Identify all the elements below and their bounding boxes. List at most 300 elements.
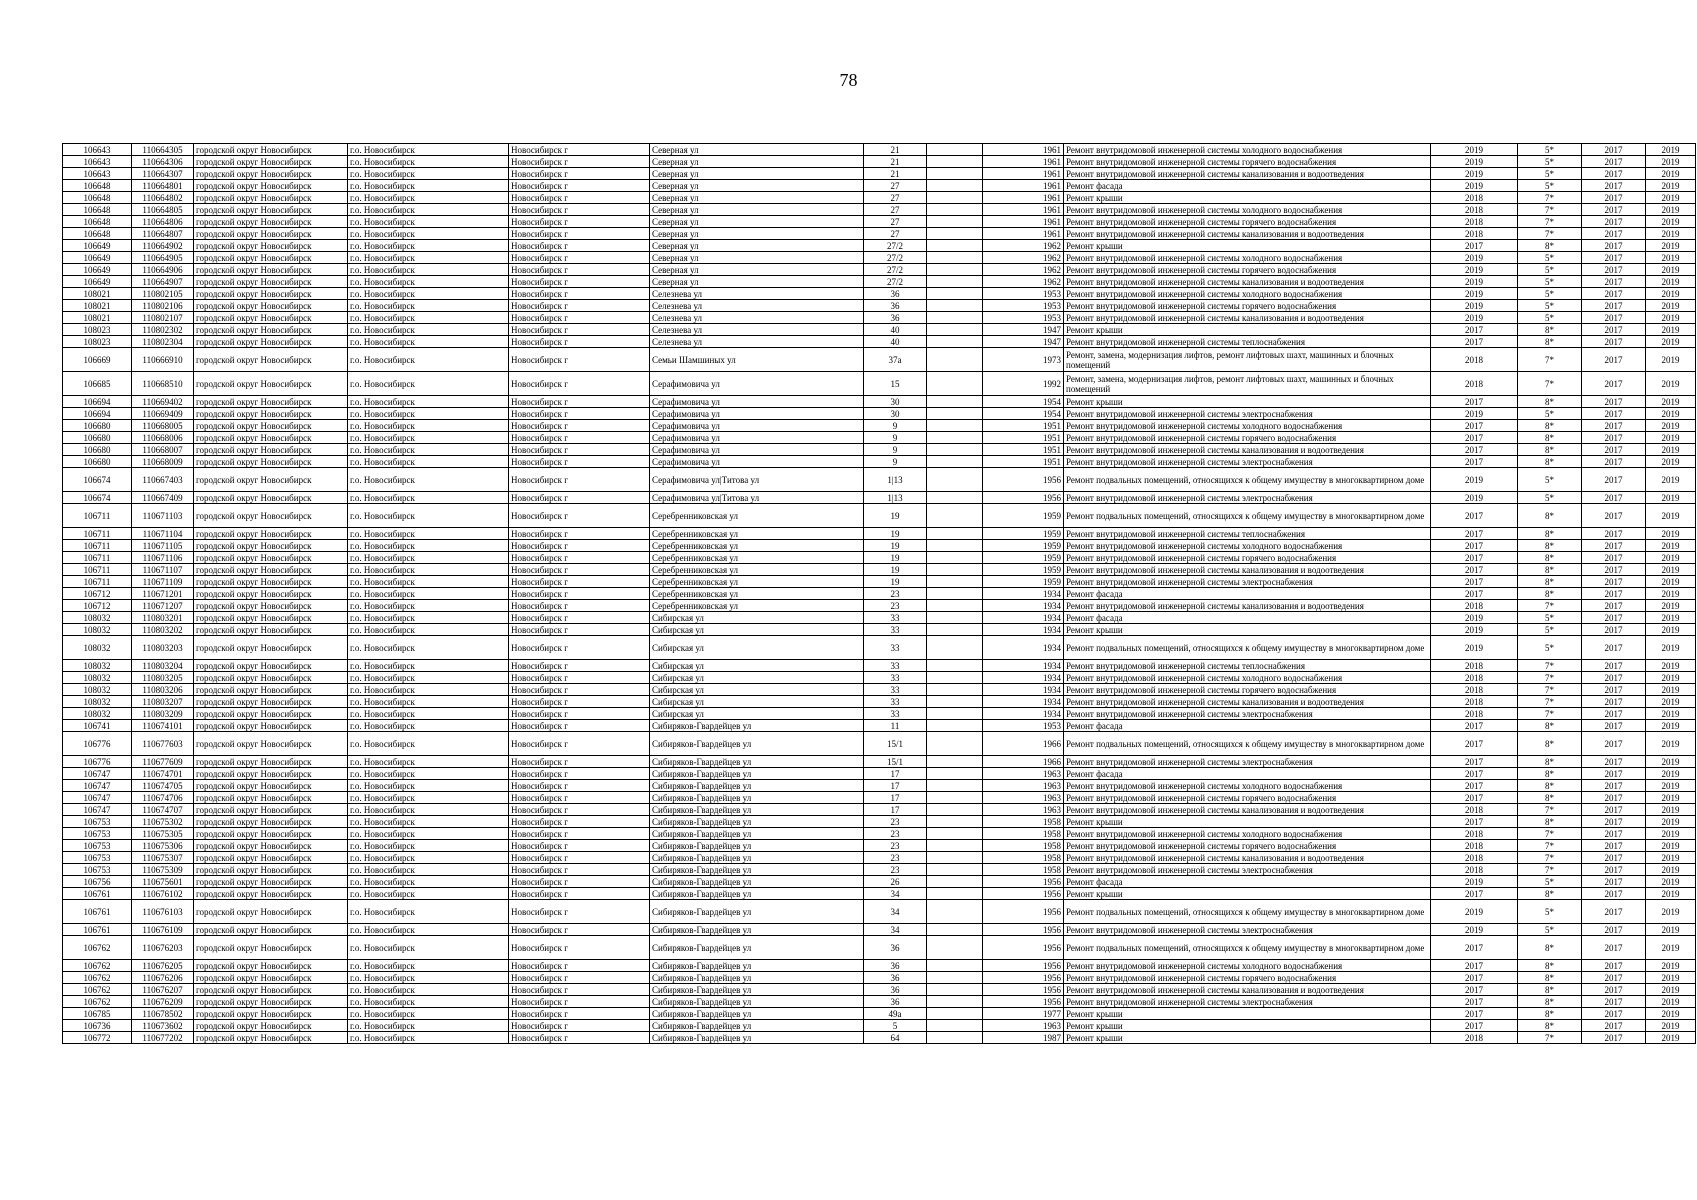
cell-house-number: 36 bbox=[864, 936, 927, 960]
cell-municipal-entity: г.о. Новосибирск bbox=[348, 540, 509, 552]
cell-period-start: 2017 bbox=[1582, 228, 1646, 240]
cell-locality: Новосибирск г bbox=[509, 276, 650, 288]
cell-municipal-entity: г.о. Новосибирск bbox=[348, 1020, 509, 1032]
cell-house-number: 19 bbox=[864, 564, 927, 576]
table-row bbox=[63, 684, 1696, 696]
cell-period-end: 2019 bbox=[1646, 756, 1696, 768]
cell-locality: Новосибирск г bbox=[509, 768, 650, 780]
cell-work-id: 110668009 bbox=[132, 456, 194, 468]
cell-house-id: 108032 bbox=[63, 696, 132, 708]
cell-house-number: 23 bbox=[864, 588, 927, 600]
cell-period-end: 2019 bbox=[1646, 840, 1696, 852]
cell-locality: Новосибирск г bbox=[509, 876, 650, 888]
cell-work-type: Ремонт подвальных помещений, относящихся к общему имуществу в многоквартирном доме bbox=[1064, 936, 1431, 960]
cell-street: Селезнева ул bbox=[650, 312, 864, 324]
cell-period-end: 2019 bbox=[1646, 240, 1696, 252]
table-row bbox=[63, 156, 1696, 168]
cell-municipal-entity: г.о. Новосибирск bbox=[348, 564, 509, 576]
cell-municipal-entity: г.о. Новосибирск bbox=[348, 984, 509, 996]
cell-municipal-district: городской округ Новосибирск bbox=[194, 864, 348, 876]
cell-municipal-entity: г.о. Новосибирск bbox=[348, 408, 509, 420]
cell-build-year: 1992 bbox=[983, 372, 1064, 396]
cell-house-id: 106761 bbox=[63, 888, 132, 900]
cell-work-type: Ремонт внутридомовой инженерной системы горячего водоснабжения bbox=[1064, 552, 1431, 564]
cell-work-type: Ремонт внутридомовой инженерной системы холодного водоснабжения bbox=[1064, 780, 1431, 792]
cell-build-year: 1963 bbox=[983, 768, 1064, 780]
table-row bbox=[63, 876, 1696, 888]
cell-house-corpus bbox=[927, 936, 983, 960]
cell-work-type: Ремонт внутридомовой инженерной системы электроснабжения bbox=[1064, 408, 1431, 420]
cell-period-end: 2019 bbox=[1646, 528, 1696, 540]
cell-build-year: 1962 bbox=[983, 276, 1064, 288]
cell-municipal-district: городской округ Новосибирск bbox=[194, 228, 348, 240]
cell-street: Сибиряков-Гвардейцев ул bbox=[650, 768, 864, 780]
cell-work-id: 110664807 bbox=[132, 228, 194, 240]
cell-priority: 8* bbox=[1518, 576, 1582, 588]
cell-work-id: 110803201 bbox=[132, 612, 194, 624]
cell-municipal-entity: г.о. Новосибирск bbox=[348, 792, 509, 804]
cell-municipal-entity: г.о. Новосибирск bbox=[348, 636, 509, 660]
cell-house-number: 21 bbox=[864, 156, 927, 168]
cell-period-end: 2019 bbox=[1646, 876, 1696, 888]
table-row bbox=[63, 288, 1696, 300]
cell-planned-year: 2018 bbox=[1431, 696, 1518, 708]
cell-build-year: 1934 bbox=[983, 624, 1064, 636]
cell-municipal-district: городской округ Новосибирск bbox=[194, 924, 348, 936]
cell-house-corpus bbox=[927, 288, 983, 300]
cell-priority: 8* bbox=[1518, 732, 1582, 756]
cell-locality: Новосибирск г bbox=[509, 600, 650, 612]
cell-planned-year: 2018 bbox=[1431, 840, 1518, 852]
cell-period-end: 2019 bbox=[1646, 336, 1696, 348]
cell-house-id: 106776 bbox=[63, 756, 132, 768]
cell-municipal-district: городской округ Новосибирск bbox=[194, 312, 348, 324]
cell-locality: Новосибирск г bbox=[509, 252, 650, 264]
cell-period-start: 2017 bbox=[1582, 756, 1646, 768]
cell-municipal-district: городской округ Новосибирск bbox=[194, 276, 348, 288]
cell-work-type: Ремонт внутридомовой инженерной системы холодного водоснабжения bbox=[1064, 828, 1431, 840]
cell-street: Селезнева ул bbox=[650, 324, 864, 336]
cell-planned-year: 2018 bbox=[1431, 708, 1518, 720]
cell-street: Сибиряков-Гвардейцев ул bbox=[650, 876, 864, 888]
cell-priority: 8* bbox=[1518, 1020, 1582, 1032]
cell-house-corpus bbox=[927, 168, 983, 180]
cell-locality: Новосибирск г bbox=[509, 408, 650, 420]
table-row bbox=[63, 780, 1696, 792]
cell-municipal-district: городской округ Новосибирск bbox=[194, 300, 348, 312]
cell-house-corpus bbox=[927, 660, 983, 672]
cell-house-id: 108032 bbox=[63, 684, 132, 696]
cell-priority: 7* bbox=[1518, 708, 1582, 720]
cell-work-id: 110668005 bbox=[132, 420, 194, 432]
cell-house-corpus bbox=[927, 432, 983, 444]
cell-house-number: 27 bbox=[864, 204, 927, 216]
cell-street: Сибирская ул bbox=[650, 708, 864, 720]
cell-priority: 8* bbox=[1518, 528, 1582, 540]
cell-street: Северная ул bbox=[650, 252, 864, 264]
cell-street: Селезнева ул bbox=[650, 288, 864, 300]
cell-house-number: 15 bbox=[864, 372, 927, 396]
cell-period-end: 2019 bbox=[1646, 444, 1696, 456]
cell-priority: 5* bbox=[1518, 408, 1582, 420]
cell-municipal-entity: г.о. Новосибирск bbox=[348, 732, 509, 756]
table-row bbox=[63, 144, 1696, 156]
cell-work-id: 110674706 bbox=[132, 792, 194, 804]
cell-street: Сибиряков-Гвардейцев ул bbox=[650, 720, 864, 732]
cell-house-number: 1|13 bbox=[864, 492, 927, 504]
table-row bbox=[63, 420, 1696, 432]
cell-street: Серебренниковская ул bbox=[650, 528, 864, 540]
cell-planned-year: 2017 bbox=[1431, 456, 1518, 468]
cell-period-end: 2019 bbox=[1646, 672, 1696, 684]
cell-priority: 8* bbox=[1518, 540, 1582, 552]
cell-municipal-entity: г.о. Новосибирск bbox=[348, 468, 509, 492]
cell-municipal-entity: г.о. Новосибирск bbox=[348, 312, 509, 324]
cell-street: Серебренниковская ул bbox=[650, 576, 864, 588]
cell-house-corpus bbox=[927, 588, 983, 600]
cell-locality: Новосибирск г bbox=[509, 936, 650, 960]
table-body bbox=[63, 144, 1696, 1044]
cell-build-year: 1934 bbox=[983, 696, 1064, 708]
cell-municipal-entity: г.о. Новосибирск bbox=[348, 600, 509, 612]
cell-municipal-district: городской округ Новосибирск bbox=[194, 180, 348, 192]
cell-locality: Новосибирск г bbox=[509, 900, 650, 924]
cell-locality: Новосибирск г bbox=[509, 468, 650, 492]
cell-municipal-district: городской округ Новосибирск bbox=[194, 708, 348, 720]
cell-period-end: 2019 bbox=[1646, 300, 1696, 312]
cell-priority: 7* bbox=[1518, 864, 1582, 876]
cell-period-start: 2017 bbox=[1582, 504, 1646, 528]
cell-build-year: 1962 bbox=[983, 252, 1064, 264]
cell-planned-year: 2019 bbox=[1431, 180, 1518, 192]
cell-planned-year: 2017 bbox=[1431, 240, 1518, 252]
cell-priority: 7* bbox=[1518, 804, 1582, 816]
cell-work-type: Ремонт внутридомовой инженерной системы горячего водоснабжения bbox=[1064, 300, 1431, 312]
cell-house-id: 106712 bbox=[63, 600, 132, 612]
cell-municipal-district: городской округ Новосибирск bbox=[194, 324, 348, 336]
cell-priority: 8* bbox=[1518, 888, 1582, 900]
cell-planned-year: 2017 bbox=[1431, 504, 1518, 528]
cell-house-corpus bbox=[927, 828, 983, 840]
cell-street: Сибиряков-Гвардейцев ул bbox=[650, 732, 864, 756]
cell-locality: Новосибирск г bbox=[509, 540, 650, 552]
cell-period-end: 2019 bbox=[1646, 780, 1696, 792]
cell-house-number: 19 bbox=[864, 552, 927, 564]
cell-locality: Новосибирск г bbox=[509, 204, 650, 216]
cell-work-type: Ремонт внутридомовой инженерной системы холодного водоснабжения bbox=[1064, 672, 1431, 684]
cell-house-corpus bbox=[927, 228, 983, 240]
cell-work-id: 110674707 bbox=[132, 804, 194, 816]
table-row bbox=[63, 252, 1696, 264]
cell-work-id: 110664906 bbox=[132, 264, 194, 276]
cell-house-number: 36 bbox=[864, 960, 927, 972]
cell-work-type: Ремонт внутридомовой инженерной системы электроснабжения bbox=[1064, 492, 1431, 504]
cell-municipal-entity: г.о. Новосибирск bbox=[348, 444, 509, 456]
table-row bbox=[63, 588, 1696, 600]
cell-build-year: 1958 bbox=[983, 852, 1064, 864]
cell-work-type: Ремонт крыши bbox=[1064, 1032, 1431, 1044]
cell-work-id: 110803207 bbox=[132, 696, 194, 708]
cell-house-corpus bbox=[927, 804, 983, 816]
cell-build-year: 1961 bbox=[983, 192, 1064, 204]
cell-period-start: 2017 bbox=[1582, 372, 1646, 396]
cell-municipal-district: городской округ Новосибирск bbox=[194, 636, 348, 660]
cell-house-corpus bbox=[927, 348, 983, 372]
cell-work-id: 110803206 bbox=[132, 684, 194, 696]
cell-house-number: 36 bbox=[864, 984, 927, 996]
cell-period-start: 2017 bbox=[1582, 552, 1646, 564]
cell-work-type: Ремонт крыши bbox=[1064, 240, 1431, 252]
cell-planned-year: 2019 bbox=[1431, 636, 1518, 660]
cell-priority: 8* bbox=[1518, 552, 1582, 564]
cell-period-start: 2017 bbox=[1582, 1020, 1646, 1032]
cell-house-id: 106643 bbox=[63, 156, 132, 168]
cell-build-year: 1977 bbox=[983, 1008, 1064, 1020]
cell-planned-year: 2017 bbox=[1431, 540, 1518, 552]
cell-locality: Новосибирск г bbox=[509, 672, 650, 684]
cell-locality: Новосибирск г bbox=[509, 780, 650, 792]
cell-planned-year: 2019 bbox=[1431, 492, 1518, 504]
cell-municipal-entity: г.о. Новосибирск bbox=[348, 492, 509, 504]
cell-priority: 5* bbox=[1518, 168, 1582, 180]
cell-work-type: Ремонт внутридомовой инженерной системы электроснабжения bbox=[1064, 576, 1431, 588]
cell-municipal-district: городской округ Новосибирск bbox=[194, 144, 348, 156]
cell-work-id: 110673602 bbox=[132, 1020, 194, 1032]
cell-house-id: 106747 bbox=[63, 792, 132, 804]
cell-house-number: 37а bbox=[864, 348, 927, 372]
cell-house-id: 106711 bbox=[63, 540, 132, 552]
table-row bbox=[63, 552, 1696, 564]
cell-house-corpus bbox=[927, 336, 983, 348]
cell-house-id: 106753 bbox=[63, 840, 132, 852]
cell-house-id: 108032 bbox=[63, 708, 132, 720]
cell-planned-year: 2017 bbox=[1431, 564, 1518, 576]
cell-work-type: Ремонт, замена, модернизация лифтов, ремонт лифтовых шахт, машинных и блочных помещений bbox=[1064, 348, 1431, 372]
cell-work-type: Ремонт фасада bbox=[1064, 180, 1431, 192]
cell-house-corpus bbox=[927, 984, 983, 996]
cell-period-end: 2019 bbox=[1646, 1008, 1696, 1020]
cell-planned-year: 2019 bbox=[1431, 924, 1518, 936]
cell-period-end: 2019 bbox=[1646, 468, 1696, 492]
cell-house-corpus bbox=[927, 240, 983, 252]
cell-work-id: 110677609 bbox=[132, 756, 194, 768]
cell-build-year: 1958 bbox=[983, 828, 1064, 840]
cell-house-corpus bbox=[927, 324, 983, 336]
cell-planned-year: 2017 bbox=[1431, 396, 1518, 408]
cell-house-id: 106680 bbox=[63, 432, 132, 444]
cell-build-year: 1956 bbox=[983, 996, 1064, 1008]
cell-period-end: 2019 bbox=[1646, 996, 1696, 1008]
cell-period-end: 2019 bbox=[1646, 828, 1696, 840]
cell-municipal-district: городской округ Новосибирск bbox=[194, 264, 348, 276]
table-row bbox=[63, 468, 1696, 492]
cell-street: Сибиряков-Гвардейцев ул bbox=[650, 960, 864, 972]
cell-municipal-district: городской округ Новосибирск bbox=[194, 768, 348, 780]
cell-house-number: 33 bbox=[864, 696, 927, 708]
cell-house-id: 106643 bbox=[63, 144, 132, 156]
cell-period-end: 2019 bbox=[1646, 768, 1696, 780]
cell-planned-year: 2018 bbox=[1431, 228, 1518, 240]
cell-work-id: 110671107 bbox=[132, 564, 194, 576]
cell-priority: 8* bbox=[1518, 960, 1582, 972]
cell-house-number: 36 bbox=[864, 300, 927, 312]
cell-work-type: Ремонт, замена, модернизация лифтов, ремонт лифтовых шахт, машинных и блочных помещений bbox=[1064, 372, 1431, 396]
table-row bbox=[63, 324, 1696, 336]
cell-period-start: 2017 bbox=[1582, 432, 1646, 444]
cell-work-type: Ремонт внутридомовой инженерной системы горячего водоснабжения bbox=[1064, 840, 1431, 852]
cell-street: Северная ул bbox=[650, 240, 864, 252]
cell-house-id: 106680 bbox=[63, 420, 132, 432]
cell-locality: Новосибирск г bbox=[509, 336, 650, 348]
cell-house-number: 9 bbox=[864, 432, 927, 444]
cell-work-type: Ремонт фасада bbox=[1064, 588, 1431, 600]
cell-municipal-entity: г.о. Новосибирск bbox=[348, 888, 509, 900]
cell-locality: Новосибирск г bbox=[509, 192, 650, 204]
cell-municipal-entity: г.о. Новосибирск bbox=[348, 780, 509, 792]
cell-house-corpus bbox=[927, 192, 983, 204]
cell-house-id: 106747 bbox=[63, 804, 132, 816]
cell-build-year: 1987 bbox=[983, 1032, 1064, 1044]
cell-period-start: 2017 bbox=[1582, 588, 1646, 600]
cell-house-number: 34 bbox=[864, 888, 927, 900]
cell-planned-year: 2018 bbox=[1431, 348, 1518, 372]
table-row bbox=[63, 1008, 1696, 1020]
cell-build-year: 1934 bbox=[983, 684, 1064, 696]
cell-period-end: 2019 bbox=[1646, 312, 1696, 324]
cell-build-year: 1954 bbox=[983, 396, 1064, 408]
cell-priority: 8* bbox=[1518, 444, 1582, 456]
cell-work-type: Ремонт внутридомовой инженерной системы канализования и водоотведения bbox=[1064, 696, 1431, 708]
cell-build-year: 1962 bbox=[983, 240, 1064, 252]
cell-planned-year: 2018 bbox=[1431, 828, 1518, 840]
cell-build-year: 1963 bbox=[983, 804, 1064, 816]
cell-period-start: 2017 bbox=[1582, 444, 1646, 456]
cell-municipal-district: городской округ Новосибирск bbox=[194, 996, 348, 1008]
cell-municipal-district: городской округ Новосибирск bbox=[194, 828, 348, 840]
cell-priority: 8* bbox=[1518, 984, 1582, 996]
cell-period-start: 2017 bbox=[1582, 180, 1646, 192]
cell-municipal-entity: г.о. Новосибирск bbox=[348, 240, 509, 252]
cell-work-id: 110666910 bbox=[132, 348, 194, 372]
cell-period-start: 2017 bbox=[1582, 696, 1646, 708]
cell-priority: 5* bbox=[1518, 264, 1582, 276]
cell-house-number: 33 bbox=[864, 672, 927, 684]
cell-work-id: 110664806 bbox=[132, 216, 194, 228]
cell-street: Сибиряков-Гвардейцев ул bbox=[650, 1020, 864, 1032]
cell-period-end: 2019 bbox=[1646, 720, 1696, 732]
cell-priority: 8* bbox=[1518, 756, 1582, 768]
cell-work-type: Ремонт подвальных помещений, относящихся к общему имуществу в многоквартирном доме bbox=[1064, 732, 1431, 756]
cell-work-type: Ремонт подвальных помещений, относящихся к общему имуществу в многоквартирном доме bbox=[1064, 468, 1431, 492]
cell-municipal-district: городской округ Новосибирск bbox=[194, 756, 348, 768]
cell-locality: Новосибирск г bbox=[509, 576, 650, 588]
table-row bbox=[63, 996, 1696, 1008]
cell-priority: 8* bbox=[1518, 456, 1582, 468]
cell-house-corpus bbox=[927, 1032, 983, 1044]
cell-street: Сибиряков-Гвардейцев ул bbox=[650, 780, 864, 792]
cell-street: Северная ул bbox=[650, 168, 864, 180]
cell-planned-year: 2017 bbox=[1431, 816, 1518, 828]
table-row bbox=[63, 696, 1696, 708]
cell-period-start: 2017 bbox=[1582, 420, 1646, 432]
cell-work-type: Ремонт внутридомовой инженерной системы горячего водоснабжения bbox=[1064, 684, 1431, 696]
cell-work-type: Ремонт внутридомовой инженерной системы канализования и водоотведения bbox=[1064, 312, 1431, 324]
cell-house-corpus bbox=[927, 456, 983, 468]
cell-planned-year: 2017 bbox=[1431, 588, 1518, 600]
cell-work-id: 110668006 bbox=[132, 432, 194, 444]
cell-locality: Новосибирск г bbox=[509, 324, 650, 336]
cell-municipal-entity: г.о. Новосибирск bbox=[348, 588, 509, 600]
cell-planned-year: 2018 bbox=[1431, 372, 1518, 396]
cell-period-end: 2019 bbox=[1646, 216, 1696, 228]
table-row bbox=[63, 840, 1696, 852]
cell-work-id: 110664802 bbox=[132, 192, 194, 204]
cell-house-id: 106648 bbox=[63, 204, 132, 216]
cell-house-corpus bbox=[927, 720, 983, 732]
cell-work-id: 110671104 bbox=[132, 528, 194, 540]
cell-planned-year: 2017 bbox=[1431, 768, 1518, 780]
table-row bbox=[63, 372, 1696, 396]
cell-build-year: 1966 bbox=[983, 756, 1064, 768]
cell-work-type: Ремонт внутридомовой инженерной системы теплоснабжения bbox=[1064, 336, 1431, 348]
cell-house-corpus bbox=[927, 684, 983, 696]
table-row bbox=[63, 492, 1696, 504]
cell-work-type: Ремонт подвальных помещений, относящихся к общему имуществу в многоквартирном доме bbox=[1064, 636, 1431, 660]
table-row bbox=[63, 756, 1696, 768]
cell-house-number: 36 bbox=[864, 996, 927, 1008]
cell-street: Северная ул bbox=[650, 144, 864, 156]
table-row bbox=[63, 504, 1696, 528]
table-row bbox=[63, 888, 1696, 900]
cell-house-corpus bbox=[927, 372, 983, 396]
cell-street: Сибиряков-Гвардейцев ул bbox=[650, 972, 864, 984]
cell-period-end: 2019 bbox=[1646, 696, 1696, 708]
cell-municipal-entity: г.о. Новосибирск bbox=[348, 696, 509, 708]
cell-street: Серебренниковская ул bbox=[650, 540, 864, 552]
cell-locality: Новосибирск г bbox=[509, 240, 650, 252]
cell-planned-year: 2018 bbox=[1431, 660, 1518, 672]
cell-priority: 8* bbox=[1518, 936, 1582, 960]
cell-municipal-district: городской округ Новосибирск bbox=[194, 972, 348, 984]
cell-work-id: 110664805 bbox=[132, 204, 194, 216]
cell-house-id: 106649 bbox=[63, 264, 132, 276]
cell-build-year: 1961 bbox=[983, 180, 1064, 192]
cell-period-start: 2017 bbox=[1582, 852, 1646, 864]
cell-work-id: 110676102 bbox=[132, 888, 194, 900]
cell-locality: Новосибирск г bbox=[509, 1032, 650, 1044]
cell-priority: 7* bbox=[1518, 192, 1582, 204]
cell-period-end: 2019 bbox=[1646, 960, 1696, 972]
cell-locality: Новосибирск г bbox=[509, 564, 650, 576]
cell-street: Северная ул bbox=[650, 204, 864, 216]
cell-municipal-entity: г.о. Новосибирск bbox=[348, 960, 509, 972]
cell-work-type: Ремонт внутридомовой инженерной системы горячего водоснабжения bbox=[1064, 792, 1431, 804]
cell-work-id: 110664902 bbox=[132, 240, 194, 252]
cell-house-number: 19 bbox=[864, 576, 927, 588]
cell-street: Сибиряков-Гвардейцев ул bbox=[650, 852, 864, 864]
cell-house-corpus bbox=[927, 1020, 983, 1032]
cell-period-start: 2017 bbox=[1582, 396, 1646, 408]
cell-house-number: 33 bbox=[864, 624, 927, 636]
cell-municipal-district: городской округ Новосибирск bbox=[194, 720, 348, 732]
cell-house-corpus bbox=[927, 876, 983, 888]
cell-municipal-entity: г.о. Новосибирск bbox=[348, 1008, 509, 1020]
cell-build-year: 1956 bbox=[983, 924, 1064, 936]
cell-street: Сибиряков-Гвардейцев ул bbox=[650, 756, 864, 768]
cell-work-type: Ремонт крыши bbox=[1064, 816, 1431, 828]
cell-locality: Новосибирск г bbox=[509, 972, 650, 984]
cell-house-number: 23 bbox=[864, 600, 927, 612]
